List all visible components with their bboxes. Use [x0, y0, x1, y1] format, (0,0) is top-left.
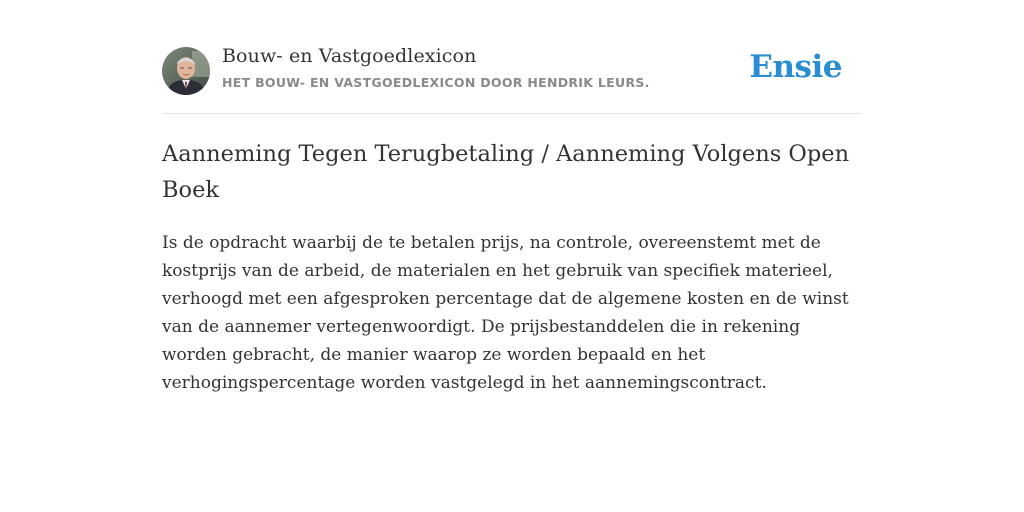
- author-avatar[interactable]: [162, 47, 210, 95]
- entry-definition: Is de opdracht waarbij de te betalen prijs, na controle, overeenstemt met de kostprijs van de arbeid, de materialen en het gebruik van specifiek materieel, verhoogd met een afgesproken percentage dat de algemene kosten en de winst van de aannemer vertegenwoordigt. De prijsbestanddelen die in rekening worden gebracht, de manier waarop ze worden bepaald en het verhogingspercentage worden vastgelegd in het aannemingscontract.: [162, 233, 849, 393]
- source-header: [162, 40, 862, 114]
- entry-card: [162, 40, 862, 397]
- entry-title: Aanneming Tegen Terugbetaling / Aanneming Volgens Open Boek: [162, 141, 850, 203]
- ensie-logo[interactable]: Ensie: [749, 49, 842, 85]
- source-subtitle: HET BOUW- EN VASTGOEDLEXICON DOOR HENDRIK LEURS.: [222, 75, 650, 90]
- source-title[interactable]: Bouw- en Vastgoedlexicon: [222, 45, 477, 67]
